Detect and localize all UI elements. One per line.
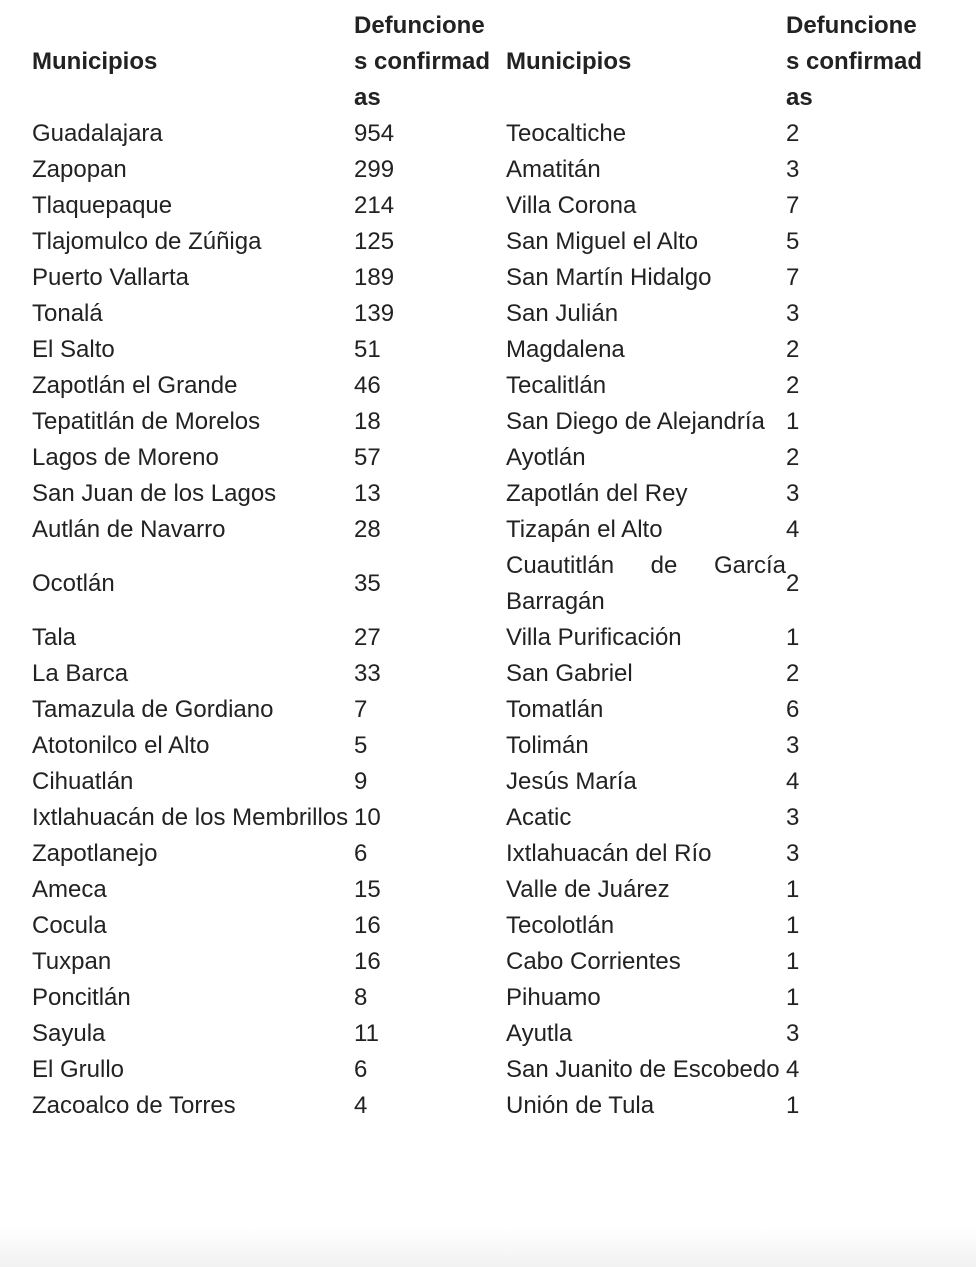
table-row <box>32 440 932 476</box>
table-row <box>32 836 932 872</box>
defunciones-right-cell: 3 <box>786 1020 800 1047</box>
defunciones-right-cell: 7 <box>786 264 800 291</box>
table-row <box>32 404 932 440</box>
defunciones-right-cell: 1 <box>786 912 800 939</box>
table-row <box>32 548 932 620</box>
municipio-left-cell: Tonalá <box>32 300 103 327</box>
defunciones-left-cell: 139 <box>354 300 395 327</box>
table-row <box>32 1052 932 1088</box>
defunciones-right-cell: 3 <box>786 300 800 327</box>
table-row <box>32 764 932 800</box>
defunciones-left-cell: 4 <box>354 1092 368 1119</box>
table-row <box>32 224 932 260</box>
municipio-left-cell: Zapopan <box>32 156 127 183</box>
defunciones-right-cell: 2 <box>786 444 800 471</box>
municipio-right-cell: Ixtlahuacán del Río <box>506 840 712 867</box>
municipio-left-cell: El Grullo <box>32 1056 125 1083</box>
municipio-right-cell: Pihuamo <box>506 984 601 1011</box>
defunciones-right-cell: 1 <box>786 624 800 651</box>
header-municipios-right: Municipios <box>506 48 632 75</box>
table-row <box>32 728 932 764</box>
defunciones-right-cell: 4 <box>786 768 800 795</box>
defunciones-left-cell: 33 <box>354 660 381 687</box>
defunciones-right-cell: 3 <box>786 804 800 831</box>
defunciones-right-cell: 1 <box>786 408 800 435</box>
table-row <box>32 1088 932 1124</box>
defunciones-left-cell: 10 <box>354 804 381 831</box>
municipio-right-cell: Cuautitlán de García Barragán <box>506 552 786 615</box>
municipio-right-cell: Tecolotlán <box>506 912 615 939</box>
table-row <box>32 116 932 152</box>
defunciones-left-cell: 954 <box>354 120 395 147</box>
defunciones-left-cell: 27 <box>354 624 381 651</box>
municipio-left-cell: Autlán de Navarro <box>32 516 226 543</box>
defunciones-right-cell: 3 <box>786 732 800 759</box>
defunciones-left-cell: 299 <box>354 156 395 183</box>
defunciones-right-cell: 1 <box>786 948 800 975</box>
defunciones-left-cell: 16 <box>354 912 381 939</box>
table-row <box>32 656 932 692</box>
defunciones-left-cell: 15 <box>354 876 381 903</box>
table-row <box>32 368 932 404</box>
table-row <box>32 512 932 548</box>
table-row <box>32 188 932 224</box>
municipio-left-cell: San Juan de los Lagos <box>32 480 277 507</box>
table-row <box>32 620 932 656</box>
municipio-left-cell: La Barca <box>32 660 129 687</box>
municipio-right-cell: Tizapán el Alto <box>506 516 663 543</box>
municipio-right-cell: San Julián <box>506 300 619 327</box>
header-defunciones-left-text: Defunciones confirmadas <box>354 12 491 111</box>
defunciones-left-cell: 18 <box>354 408 381 435</box>
defunciones-left-cell: 28 <box>354 516 381 543</box>
municipio-left-cell: Tlaquepaque <box>32 192 173 219</box>
municipio-right-cell: San Martín Hidalgo <box>506 264 712 291</box>
defunciones-right-cell: 2 <box>786 372 800 399</box>
table-row <box>32 332 932 368</box>
defunciones-right-cell: 7 <box>786 192 800 219</box>
defunciones-left-cell: 5 <box>354 732 368 759</box>
header-row <box>32 8 932 116</box>
municipio-right-cell: Jesús María <box>506 768 637 795</box>
municipio-right-cell: Villa Corona <box>506 192 637 219</box>
municipio-left-cell: Ameca <box>32 876 107 903</box>
defunciones-left-cell: 189 <box>354 264 395 291</box>
municipio-right-cell: San Gabriel <box>506 660 633 687</box>
defunciones-right-cell: 3 <box>786 840 800 867</box>
table-row <box>32 296 932 332</box>
header-defunciones-right-text: Defunciones confirmadas <box>786 12 923 111</box>
municipio-left-cell: Lagos de Moreno <box>32 444 219 471</box>
header-defunciones-right <box>786 8 932 116</box>
table-row <box>32 872 932 908</box>
municipio-right-cell: Tomatlán <box>506 696 604 723</box>
table-row <box>32 800 932 836</box>
municipio-right-cell: Acatic <box>506 804 572 831</box>
table-row <box>32 692 932 728</box>
defunciones-left-cell: 46 <box>354 372 381 399</box>
header-municipios-left: Municipios <box>32 48 158 75</box>
defunciones-right-cell: 4 <box>786 1056 800 1083</box>
defunciones-right-cell: 2 <box>786 120 800 147</box>
municipio-right-cell: Valle de Juárez <box>506 876 670 903</box>
defunciones-left-cell: 7 <box>354 696 368 723</box>
table-row <box>32 476 932 512</box>
table-row <box>32 980 932 1016</box>
table-body <box>32 116 932 1124</box>
defunciones-left-cell: 51 <box>354 336 381 363</box>
municipio-left-cell: Atotonilco el Alto <box>32 732 210 759</box>
table-row <box>32 944 932 980</box>
municipio-right-cell: Ayutla <box>506 1020 573 1047</box>
defunciones-left-cell: 35 <box>354 570 381 597</box>
municipio-left-cell: Cocula <box>32 912 107 939</box>
table-row <box>32 908 932 944</box>
defunciones-left-cell: 57 <box>354 444 381 471</box>
defunciones-left-cell: 125 <box>354 228 395 255</box>
municipio-left-cell: Poncitlán <box>32 984 131 1011</box>
table-row <box>32 260 932 296</box>
municipio-right-cell: Unión de Tula <box>506 1092 655 1119</box>
municipio-right-cell: Tolimán <box>506 732 589 759</box>
defunciones-right-cell: 1 <box>786 876 800 903</box>
defunciones-left-cell: 13 <box>354 480 381 507</box>
defunciones-right-cell: 1 <box>786 984 800 1011</box>
table-header <box>32 8 932 116</box>
municipio-left-cell: Ocotlán <box>32 570 115 597</box>
municipio-right-cell: San Miguel el Alto <box>506 228 699 255</box>
municipio-right-cell: Cabo Corrientes <box>506 948 681 975</box>
municipio-left-cell: Ixtlahuacán de los Membrillos <box>32 804 349 831</box>
municipio-right-cell: San Juanito de Escobedo <box>506 1056 780 1083</box>
defunciones-right-cell: 5 <box>786 228 800 255</box>
defunciones-right-cell: 3 <box>786 156 800 183</box>
municipio-left-cell: Puerto Vallarta <box>32 264 189 291</box>
defunciones-left-cell: 11 <box>354 1020 379 1047</box>
municipio-left-cell: Tlajomulco de Zúñiga <box>32 228 262 255</box>
defunciones-right-cell: 2 <box>786 336 800 363</box>
municipio-right-cell: Magdalena <box>506 336 625 363</box>
bottom-scroll-fade <box>0 1227 976 1267</box>
defunciones-left-cell: 8 <box>354 984 368 1011</box>
municipio-right-cell: Zapotlán del Rey <box>506 480 688 507</box>
municipio-left-cell: Tala <box>32 624 77 651</box>
defunciones-left-cell: 214 <box>354 192 395 219</box>
defunciones-left-cell: 6 <box>354 840 368 867</box>
defunciones-right-cell: 2 <box>786 570 800 597</box>
municipio-left-cell: Tuxpan <box>32 948 112 975</box>
municipio-right-cell: Amatitán <box>506 156 601 183</box>
defunciones-left-cell: 6 <box>354 1056 368 1083</box>
municipio-left-cell: Zapotlán el Grande <box>32 372 238 399</box>
municipio-left-cell: Sayula <box>32 1020 106 1047</box>
municipio-left-cell: El Salto <box>32 336 115 363</box>
defunciones-right-cell: 4 <box>786 516 800 543</box>
municipio-left-cell: Cihuatlán <box>32 768 134 795</box>
municipio-right-cell: Teocaltiche <box>506 120 627 147</box>
municipios-deaths-table <box>32 8 932 1124</box>
header-defunciones-left <box>354 8 506 116</box>
municipio-left-cell: Zapotlanejo <box>32 840 158 867</box>
table-row <box>32 1016 932 1052</box>
defunciones-left-cell: 9 <box>354 768 368 795</box>
defunciones-right-cell: 2 <box>786 660 800 687</box>
defunciones-right-cell: 3 <box>786 480 800 507</box>
municipio-right-cell: Ayotlán <box>506 444 586 471</box>
municipio-left-cell: Tepatitlán de Morelos <box>32 408 261 435</box>
municipio-left-cell: Guadalajara <box>32 120 163 147</box>
table-row <box>32 152 932 188</box>
municipio-right-cell: Villa Purificación <box>506 624 682 651</box>
defunciones-left-cell: 16 <box>354 948 381 975</box>
municipio-left-cell: Zacoalco de Torres <box>32 1092 236 1119</box>
defunciones-right-cell: 1 <box>786 1092 800 1119</box>
defunciones-right-cell: 6 <box>786 696 800 723</box>
municipio-right-cell: San Diego de Alejandría <box>506 408 765 435</box>
municipio-right-cell: Tecalitlán <box>506 372 607 399</box>
municipio-left-cell: Tamazula de Gordiano <box>32 696 274 723</box>
